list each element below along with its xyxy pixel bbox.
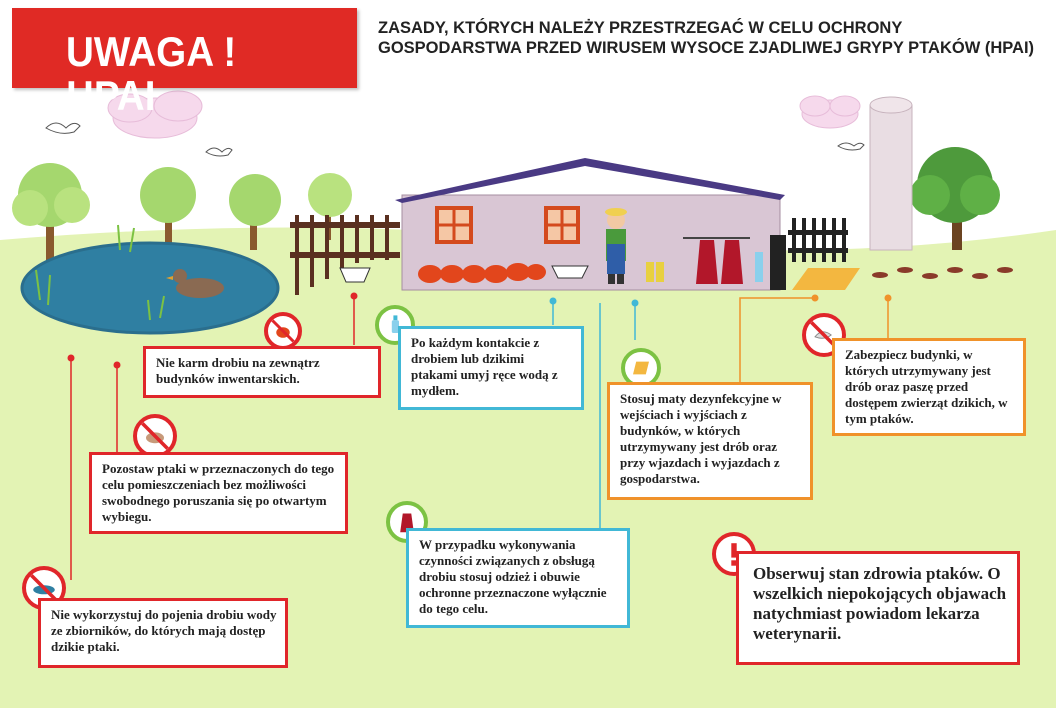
rule-disinfection-mats xyxy=(607,382,813,500)
silo xyxy=(870,97,912,250)
rule-secure-buildings xyxy=(832,338,1026,436)
no-feeding-icon xyxy=(264,312,302,350)
rule-text: W przypadku wykonywania czynności związanych z obsługą drobiu stosuj odzież i obuwie ochronne przeznaczone wyłącznie do tego celu. xyxy=(419,537,607,616)
banner-title: UWAGA ! HPAI xyxy=(66,28,237,119)
farmer xyxy=(605,208,627,284)
alert-banner xyxy=(12,8,357,119)
rule-no-pond-water xyxy=(38,598,288,668)
rule-monitor-health xyxy=(736,551,1020,665)
rule-keep-birds-indoors xyxy=(89,452,348,534)
rule-text: Zabezpiecz budynki, w których utrzymywany jest drób oraz paszę przed dostępem zwierząt dzikich, w tym ptaków. xyxy=(845,347,1008,426)
page-title: ZASADY, KTÓRYCH NALEŻY PRZESTRZEGAĆ W CELU OCHRONY GOSPODARSTWA PRZED WIRUSEM WYSOCE ZJADLIWEJ GRYPY PTAKÓW (HPAI) xyxy=(378,19,1035,57)
rule-text: Nie karm drobiu na zewnątrz budynków inwentarskich. xyxy=(156,355,320,386)
rule-text: Stosuj maty dezynfekcyjne w wejściach i wyjściach z budynków, w których utrzymywany jest drób oraz przy wjazdach i wyjazdach z gospodarstwa. xyxy=(620,391,782,486)
rule-text: Obserwuj stan zdrowia ptaków. O wszelkich niepokojących objawach natychmiast powiadom lekarza weterynarii. xyxy=(753,564,1007,643)
rule-protective-clothing xyxy=(406,528,630,628)
rule-text: Pozostaw ptaki w przeznaczonych do tego celu pomieszczeniach bez możliwości swobodnego poruszania się po otwartym wybiegu. xyxy=(102,461,335,524)
rule-text: Po każdym kontakcie z drobiem lub dzikimi ptakami umyj ręce wodą z mydłem. xyxy=(411,335,558,398)
rule-text: Nie wykorzystuj do pojenia drobiu wody ze zbiorników, do których mają dostęp dzikie ptaki. xyxy=(51,607,277,654)
cloud xyxy=(800,96,860,128)
rule-wash-hands xyxy=(398,326,584,410)
rule-no-outdoor-feeding xyxy=(143,346,381,398)
